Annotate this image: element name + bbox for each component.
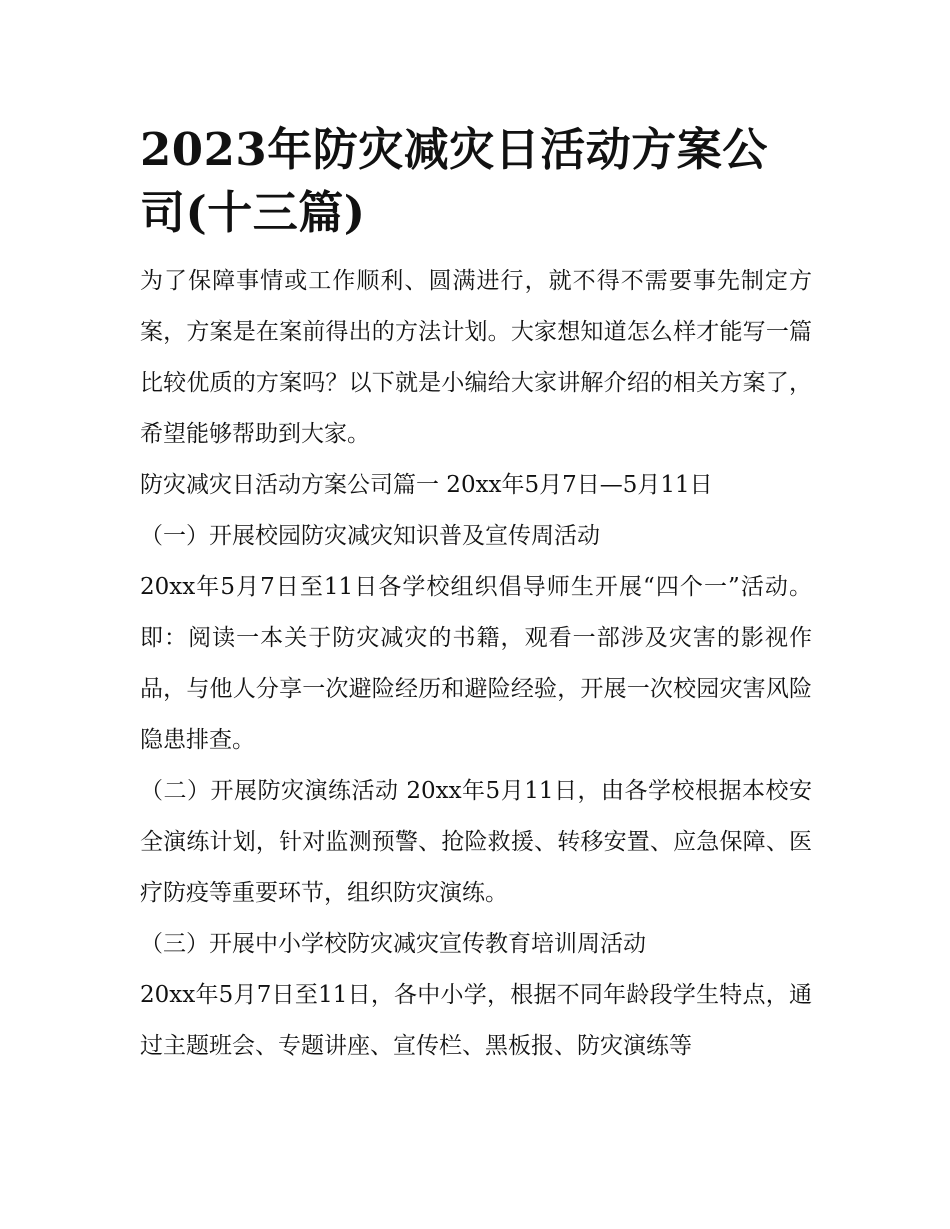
intro-paragraph: 为了保障事情或工作顺利、圆满进行，就不得不需要事先制定方案，方案是在案前得出的方法计划。大家想知道怎么样才能写一篇比较优质的方案吗？以下就是小编给大家讲解介绍的相关方案了，希望能够帮助到大家。 [140,268,812,447]
subheading-3: （三）开展中小学校防灾减灾宣传教育培训周活动 [140,931,646,957]
document-body [140,118,812,1072]
section-heading-1: 防灾减灾日活动方案公司篇一 20xx年5月7日—5月11日 [140,472,713,498]
subheading-2: （二）开展防灾演练活动 20xx年5月11日，由各学校根据本校安全演练计划，针对监测预警、抢险救援、转移安置、应急保障、医疗防疫等重要环节，组织防灾演练。 [140,778,812,906]
body-paragraph-2: 20xx年5月7日至11日，各中小学，根据不同年龄段学生特点，通过主题班会、专题讲座、宣传栏、黑板报、防灾演练等 [140,982,812,1059]
subheading-1: （一）开展校园防灾减灾知识普及宣传周活动 [140,523,600,549]
document-title: 2023年防灾减灾日活动方案公司(十三篇) [140,123,768,239]
body-paragraph-1: 20xx年5月7日至11日各学校组织倡导师生开展“四个一”活动。即：阅读一本关于防灾减灾的书籍，观看一部涉及灾害的影视作品，与他人分享一次避险经历和避险经验，开展一次校园灾害风险隐患排查。 [140,574,812,753]
